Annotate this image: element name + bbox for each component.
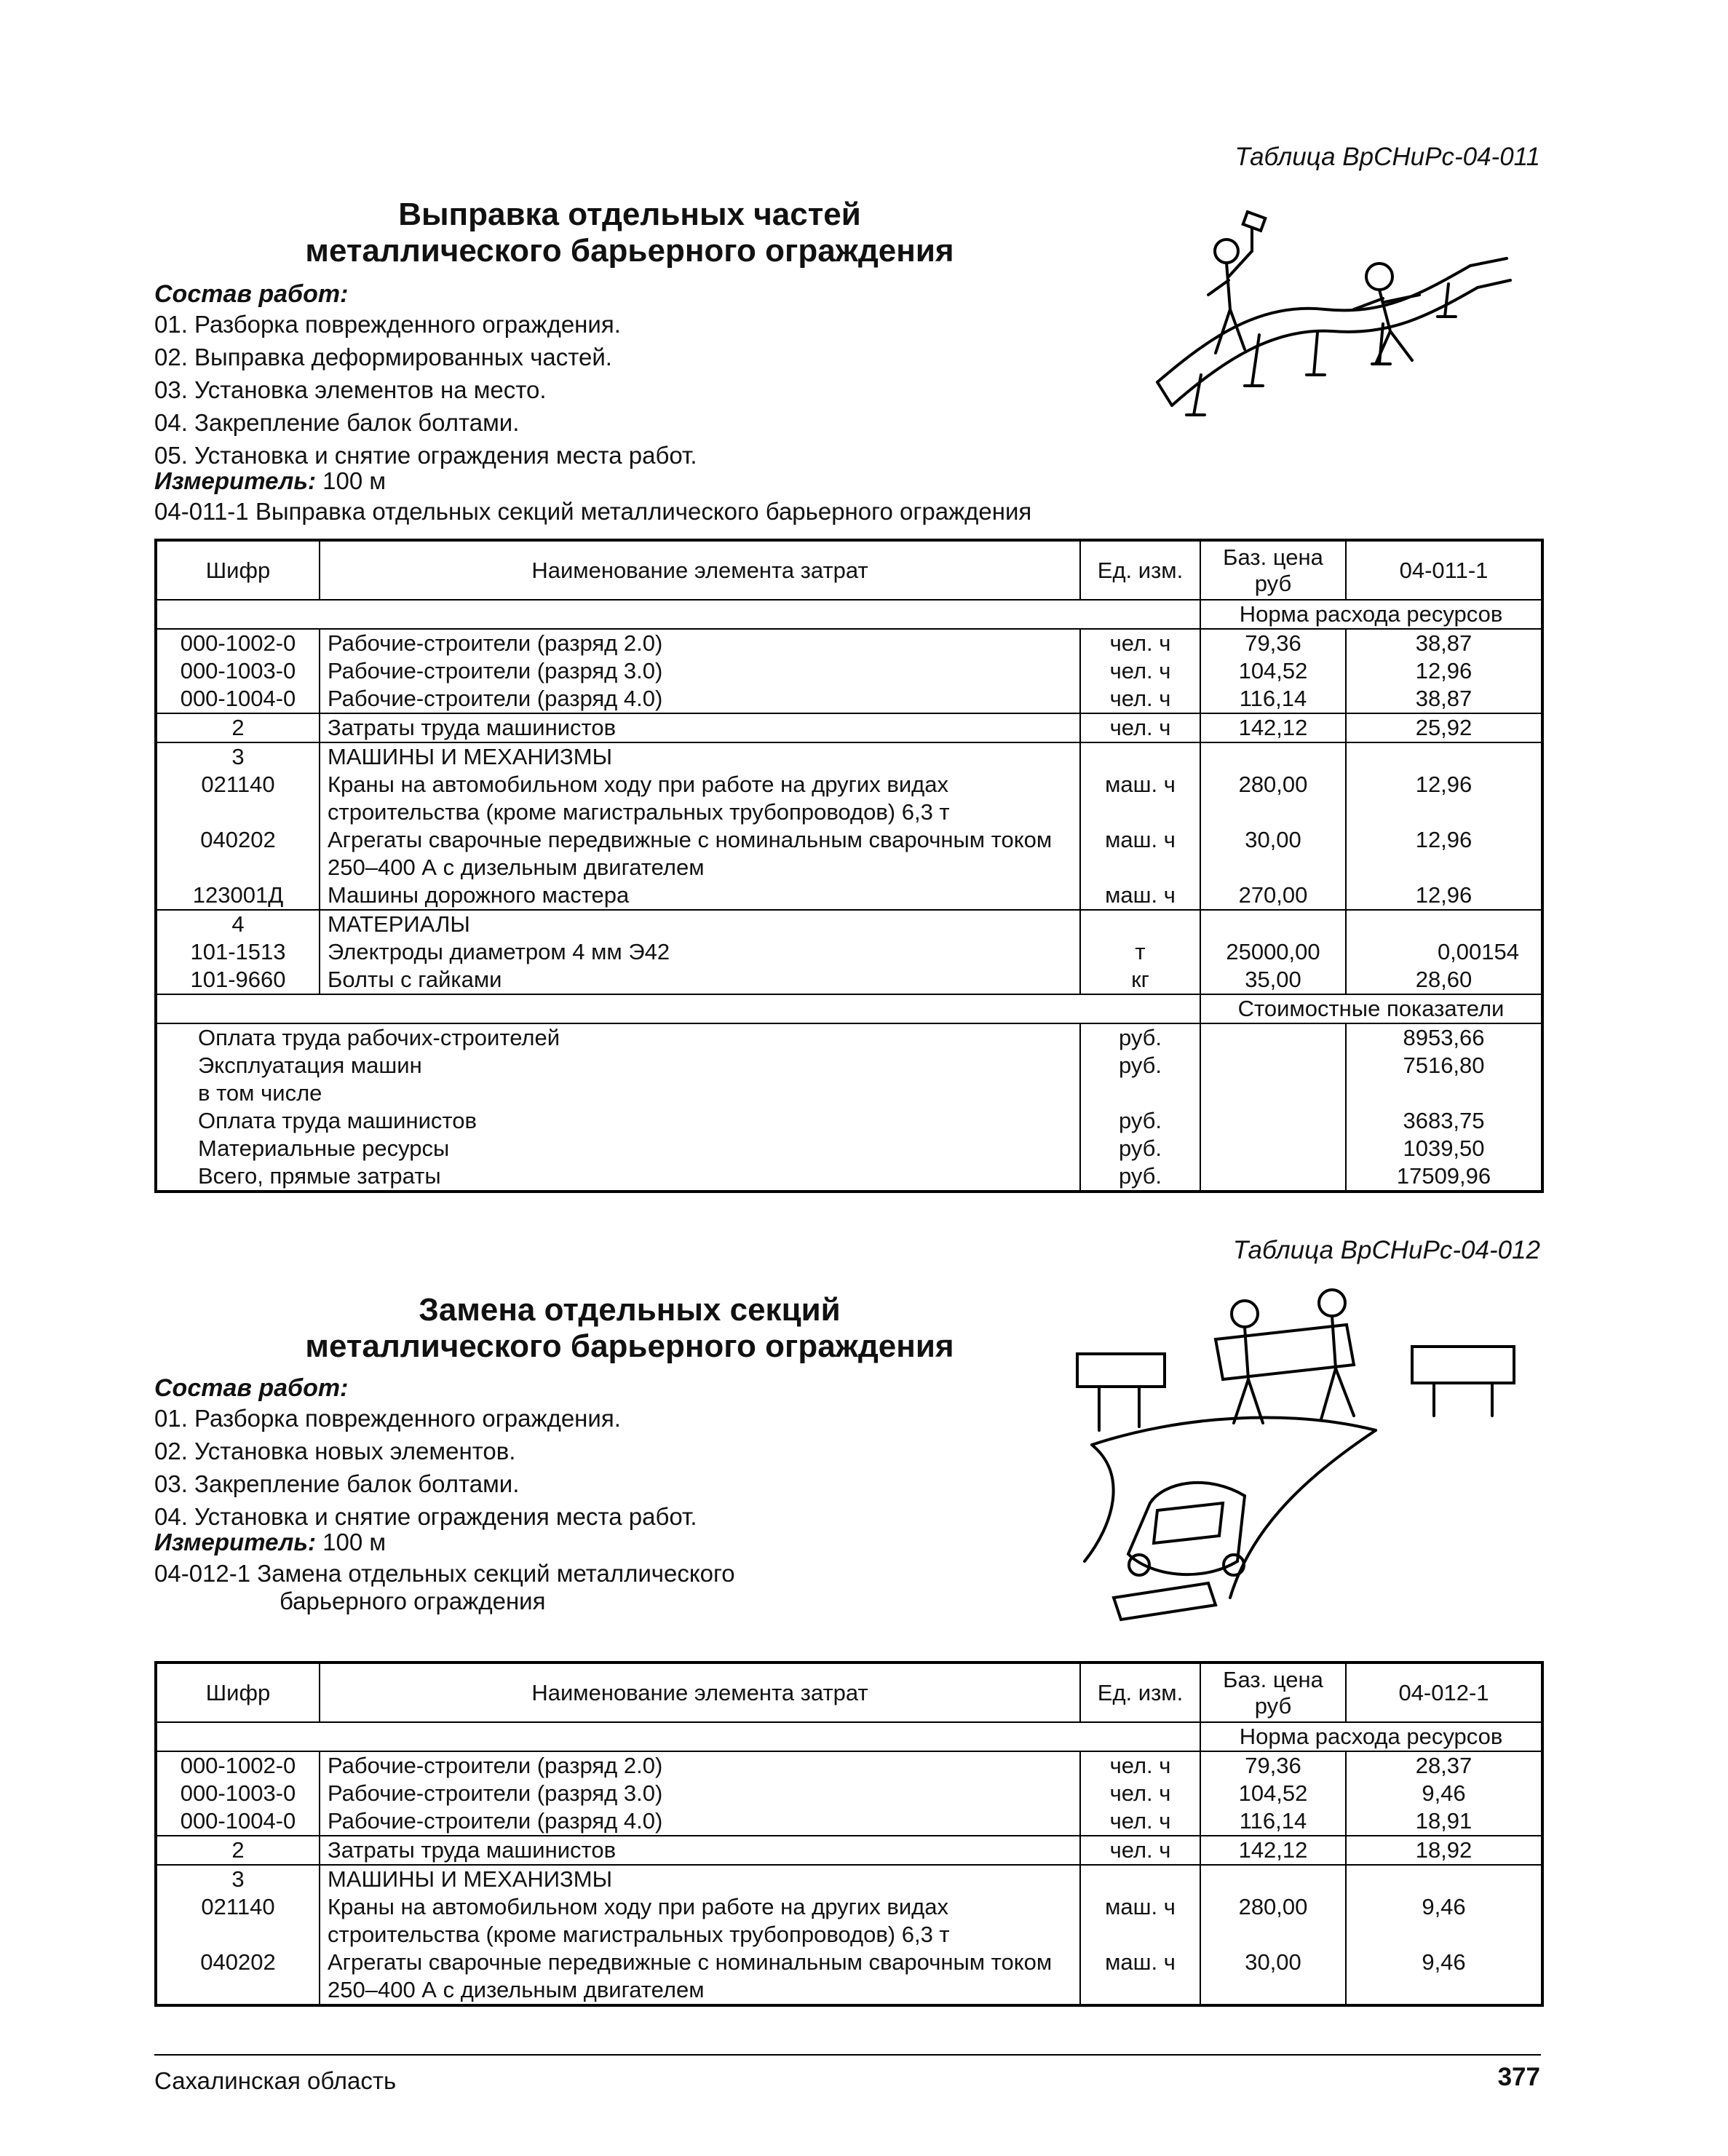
cell-unit: маш. ч bbox=[1080, 881, 1200, 910]
cell-price: 116,14 bbox=[1200, 1807, 1346, 1836]
cell-unit bbox=[1080, 1865, 1200, 1893]
header-unit: Ед. изм. bbox=[1080, 1662, 1200, 1722]
cost-unit: руб. bbox=[1080, 1135, 1200, 1162]
table-row bbox=[156, 657, 1542, 685]
work-label-1: Состав работ: bbox=[154, 280, 349, 308]
cell-name: Краны на автомобильном ходу при работе на других видах строительства (кроме магистральных трубопроводов) 6,3 т bbox=[320, 771, 1080, 826]
cell-name: Агрегаты сварочные передвижные с номинальным сварочным током 250–400 А с дизельным двигателем bbox=[320, 826, 1080, 881]
cell-value: 12,96 bbox=[1415, 827, 1473, 852]
cost-name: Эксплуатация машин bbox=[156, 1052, 1080, 1079]
cost-name: Материальные ресурсы bbox=[156, 1135, 1080, 1162]
work-item: 03. Установка элементов на место. bbox=[154, 376, 547, 403]
cell-name: Затраты труда машинистов bbox=[320, 1836, 1080, 1865]
cell-code: 000-1004-0 bbox=[156, 685, 320, 713]
work-item: 03. Закрепление балок болтами. bbox=[154, 1470, 520, 1497]
section-title-2 bbox=[211, 1292, 1048, 1365]
cell-price: 30,00 bbox=[1200, 1949, 1346, 2005]
header-price: Баз. цена руб bbox=[1200, 540, 1346, 600]
cell-code: 000-1004-0 bbox=[156, 1807, 320, 1836]
header-price: Баз. цена руб bbox=[1200, 1662, 1346, 1722]
cell-value bbox=[1346, 742, 1542, 771]
resource-table-1 bbox=[154, 539, 1544, 1193]
cost-value bbox=[1346, 1079, 1542, 1107]
cell-value: 25,92 bbox=[1346, 713, 1542, 742]
cell-code: 4 bbox=[156, 910, 320, 938]
cell-unit: чел. ч bbox=[1080, 713, 1200, 742]
work-list-1 bbox=[154, 308, 697, 472]
page-number: 377 bbox=[1497, 2063, 1540, 2091]
cost-row bbox=[156, 1162, 1542, 1192]
table-row bbox=[156, 1865, 1542, 1893]
cell-name: Агрегаты сварочные передвижные с номинальным сварочным током 250–400 А с дизельным двигателем bbox=[320, 1949, 1080, 2005]
cost-unit bbox=[1080, 1079, 1200, 1107]
cell-price: 79,36 bbox=[1200, 1751, 1346, 1780]
cell-price bbox=[1200, 1865, 1346, 1893]
table-row bbox=[156, 1751, 1542, 1780]
title-line-2: металлического барьерного ограждения bbox=[305, 1328, 954, 1364]
cost-value: 17509,96 bbox=[1396, 1163, 1491, 1189]
cell-name: МАШИНЫ И МЕХАНИЗМЫ bbox=[320, 742, 1080, 771]
measure-label: Измеритель: bbox=[154, 1529, 316, 1555]
cell-name: Рабочие-строители (разряд 4.0) bbox=[320, 1807, 1080, 1836]
table-row bbox=[156, 1807, 1542, 1836]
cell-name: Рабочие-строители (разряд 2.0) bbox=[320, 629, 1080, 657]
table-row bbox=[156, 881, 1542, 910]
cell-value: 9,46 bbox=[1422, 1780, 1466, 1806]
cell-price: 104,52 bbox=[1200, 657, 1346, 685]
cost-unit: руб. bbox=[1080, 1023, 1200, 1052]
cell-value: 12,96 bbox=[1415, 772, 1473, 797]
cell-unit bbox=[1080, 742, 1200, 771]
cell-code: 2 bbox=[156, 1836, 320, 1865]
title-line-1: Замена отдельных секций bbox=[419, 1292, 841, 1328]
cell-code: 021140 bbox=[156, 1893, 320, 1949]
work-item: 05. Установка и снятие ограждения места работ. bbox=[154, 442, 697, 469]
work-item: 01. Разборка поврежденного ограждения. bbox=[154, 1405, 621, 1432]
cell-name: МАШИНЫ И МЕХАНИЗМЫ bbox=[320, 1865, 1080, 1893]
cell-price: 104,52 bbox=[1200, 1780, 1346, 1807]
cell-price: 280,00 bbox=[1200, 771, 1346, 826]
cell-unit: маш. ч bbox=[1080, 1949, 1200, 2005]
cell-value bbox=[1346, 910, 1542, 938]
cell-value bbox=[1346, 1865, 1542, 1893]
cell-price: 280,00 bbox=[1200, 1893, 1346, 1949]
cell-price: 35,00 bbox=[1200, 966, 1346, 994]
cell-name: Рабочие-строители (разряд 4.0) bbox=[320, 685, 1080, 713]
cost-name: Оплата труда рабочих-строителей bbox=[156, 1023, 1080, 1052]
resource-table-2 bbox=[154, 1661, 1544, 2007]
cell-price bbox=[1200, 910, 1346, 938]
cell-unit: маш. ч bbox=[1080, 1893, 1200, 1949]
section-title-1 bbox=[211, 197, 1048, 269]
table-row bbox=[156, 629, 1542, 657]
cell-value: 9,46 bbox=[1422, 1949, 1466, 1975]
table-row bbox=[156, 1780, 1542, 1807]
cost-unit: руб. bbox=[1080, 1052, 1200, 1079]
cell-name: Рабочие-строители (разряд 3.0) bbox=[320, 657, 1080, 685]
cost-row bbox=[156, 1079, 1542, 1107]
cell-unit: чел. ч bbox=[1080, 629, 1200, 657]
cell-value: 18,92 bbox=[1346, 1836, 1542, 1865]
cell-unit: чел. ч bbox=[1080, 1780, 1200, 1807]
header-name: Наименование элемента затрат bbox=[320, 540, 1080, 600]
band-cost-label: Стоимостные показатели bbox=[1200, 994, 1542, 1023]
cell-price: 142,12 bbox=[1200, 1836, 1346, 1865]
cell-name: Рабочие-строители (разряд 3.0) bbox=[320, 1780, 1080, 1807]
title-line-2: металлического барьерного ограждения bbox=[305, 233, 954, 269]
cell-price: 30,00 bbox=[1200, 826, 1346, 881]
header-unit: Ед. изм. bbox=[1080, 540, 1200, 600]
work-item: 04. Установка и снятие ограждения места работ. bbox=[154, 1503, 697, 1530]
cell-code: 101-9660 bbox=[156, 966, 320, 994]
workers-straightening-barrier-illustration bbox=[1143, 207, 1514, 426]
cost-unit: руб. bbox=[1080, 1107, 1200, 1135]
title-line-1: Выправка отдельных частей bbox=[398, 197, 861, 232]
cell-name: МАТЕРИАЛЫ bbox=[320, 910, 1080, 938]
work-item: 02. Установка новых элементов. bbox=[154, 1438, 516, 1465]
table-row bbox=[156, 713, 1542, 742]
band-norm-label: Норма расхода ресурсов bbox=[1200, 1722, 1542, 1751]
cell-unit: чел. ч bbox=[1080, 657, 1200, 685]
footer-region: Сахалинская область bbox=[154, 2067, 397, 2094]
cell-value: 12,96 bbox=[1415, 882, 1473, 908]
cell-unit: чел. ч bbox=[1080, 1751, 1200, 1780]
table-tag-1: Таблица ВрСНиРс-04-011 bbox=[1234, 143, 1540, 171]
cost-value: 1039,50 bbox=[1403, 1136, 1485, 1161]
cell-price: 25000,00 bbox=[1200, 938, 1346, 966]
cell-value: 18,91 bbox=[1415, 1808, 1473, 1834]
footer-rule bbox=[154, 2054, 1541, 2056]
measure-2 bbox=[154, 1529, 386, 1556]
work-item: 01. Разборка поврежденного ограждения. bbox=[154, 311, 621, 338]
cell-value: 0,00154 bbox=[1437, 939, 1519, 964]
cell-unit bbox=[1080, 910, 1200, 938]
cell-code: 040202 bbox=[156, 1949, 320, 2005]
cell-code: 101-1513 bbox=[156, 938, 320, 966]
subtitle-line-1: 04-012-1 Замена отдельных секций металлического bbox=[154, 1560, 735, 1587]
table-row bbox=[156, 938, 1542, 966]
band-spacer bbox=[156, 1722, 1200, 1751]
cell-price: 79,36 bbox=[1200, 629, 1346, 657]
cost-unit: руб. bbox=[1080, 1162, 1200, 1192]
header-code: Шифр bbox=[156, 1662, 320, 1722]
cost-row bbox=[156, 1135, 1542, 1162]
work-list-2 bbox=[154, 1402, 697, 1533]
cell-code: 2 bbox=[156, 713, 320, 742]
table-tag-2: Таблица ВрСНиРс-04-012 bbox=[1232, 1236, 1540, 1264]
work-label-2: Состав работ: bbox=[154, 1374, 349, 1402]
work-item: 02. Выправка деформированных частей. bbox=[154, 344, 612, 370]
header-code: Шифр bbox=[156, 540, 320, 600]
band-spacer bbox=[156, 600, 1200, 629]
cell-name: Электроды диаметром 4 мм Э42 bbox=[320, 938, 1080, 966]
workers-replacing-barrier-illustration bbox=[1070, 1285, 1521, 1627]
cell-code: 123001Д bbox=[156, 881, 320, 910]
measure-1 bbox=[154, 467, 386, 495]
subtitle-1: 04-011-1 Выправка отдельных секций металлического барьерного ограждения bbox=[154, 498, 1032, 525]
cell-price: 116,14 bbox=[1200, 685, 1346, 713]
cell-unit: чел. ч bbox=[1080, 685, 1200, 713]
cell-code: 000-1003-0 bbox=[156, 1780, 320, 1807]
cell-value: 38,87 bbox=[1415, 630, 1473, 656]
table-row bbox=[156, 910, 1542, 938]
cell-name: Рабочие-строители (разряд 2.0) bbox=[320, 1751, 1080, 1780]
subtitle-2 bbox=[154, 1560, 735, 1615]
cell-unit: маш. ч bbox=[1080, 826, 1200, 881]
table-row bbox=[156, 1836, 1542, 1865]
cell-name: Затраты труда машинистов bbox=[320, 713, 1080, 742]
header-col: 04-011-1 bbox=[1346, 540, 1542, 600]
table-row bbox=[156, 742, 1542, 771]
cell-unit: чел. ч bbox=[1080, 1807, 1200, 1836]
cost-row bbox=[156, 1023, 1542, 1052]
cell-value: 28,37 bbox=[1415, 1753, 1473, 1778]
measure-value: 100 м bbox=[322, 1529, 387, 1555]
measure-label: Измеритель: bbox=[154, 467, 316, 494]
cost-value: 7516,80 bbox=[1403, 1053, 1485, 1078]
header-col: 04-012-1 bbox=[1346, 1662, 1542, 1722]
work-item: 04. Закрепление балок болтами. bbox=[154, 409, 520, 436]
cell-name: Болты с гайками bbox=[320, 966, 1080, 994]
cell-value: 28,60 bbox=[1415, 967, 1473, 992]
cost-value: 3683,75 bbox=[1403, 1108, 1485, 1133]
cell-value: 9,46 bbox=[1422, 1894, 1466, 1919]
table-row bbox=[156, 685, 1542, 713]
cell-code: 000-1002-0 bbox=[156, 629, 320, 657]
cell-code: 000-1003-0 bbox=[156, 657, 320, 685]
cell-value: 12,96 bbox=[1415, 658, 1473, 683]
cost-value: 8953,66 bbox=[1403, 1025, 1485, 1050]
cell-unit: кг bbox=[1080, 966, 1200, 994]
cell-unit: маш. ч bbox=[1080, 771, 1200, 826]
cell-value: 38,87 bbox=[1415, 686, 1473, 711]
table-row bbox=[156, 771, 1542, 826]
band-spacer bbox=[156, 994, 1200, 1023]
cost-row bbox=[156, 1107, 1542, 1135]
cell-price bbox=[1200, 742, 1346, 771]
band-norm-label: Норма расхода ресурсов bbox=[1200, 600, 1542, 629]
cell-price: 270,00 bbox=[1200, 881, 1346, 910]
table-row bbox=[156, 1949, 1542, 2005]
cell-price: 142,12 bbox=[1200, 713, 1346, 742]
cost-name: в том числе bbox=[156, 1079, 1080, 1107]
cell-unit: чел. ч bbox=[1080, 1836, 1200, 1865]
table-row bbox=[156, 826, 1542, 881]
table-row bbox=[156, 1893, 1542, 1949]
measure-value: 100 м bbox=[322, 467, 387, 494]
cell-code: 3 bbox=[156, 1865, 320, 1893]
cost-row bbox=[156, 1052, 1542, 1079]
cost-name: Всего, прямые затраты bbox=[156, 1162, 1080, 1192]
cell-unit: т bbox=[1080, 938, 1200, 966]
header-name: Наименование элемента затрат bbox=[320, 1662, 1080, 1722]
cell-code: 3 bbox=[156, 742, 320, 771]
table-row bbox=[156, 966, 1542, 994]
cell-code: 021140 bbox=[156, 771, 320, 826]
cell-code: 000-1002-0 bbox=[156, 1751, 320, 1780]
cell-name: Машины дорожного мастера bbox=[320, 881, 1080, 910]
subtitle-line-2: барьерного ограждения bbox=[280, 1588, 546, 1614]
cell-code: 040202 bbox=[156, 826, 320, 881]
cell-name: Краны на автомобильном ходу при работе на других видах строительства (кроме магистральных трубопроводов) 6,3 т bbox=[320, 1893, 1080, 1949]
cost-name: Оплата труда машинистов bbox=[156, 1107, 1080, 1135]
